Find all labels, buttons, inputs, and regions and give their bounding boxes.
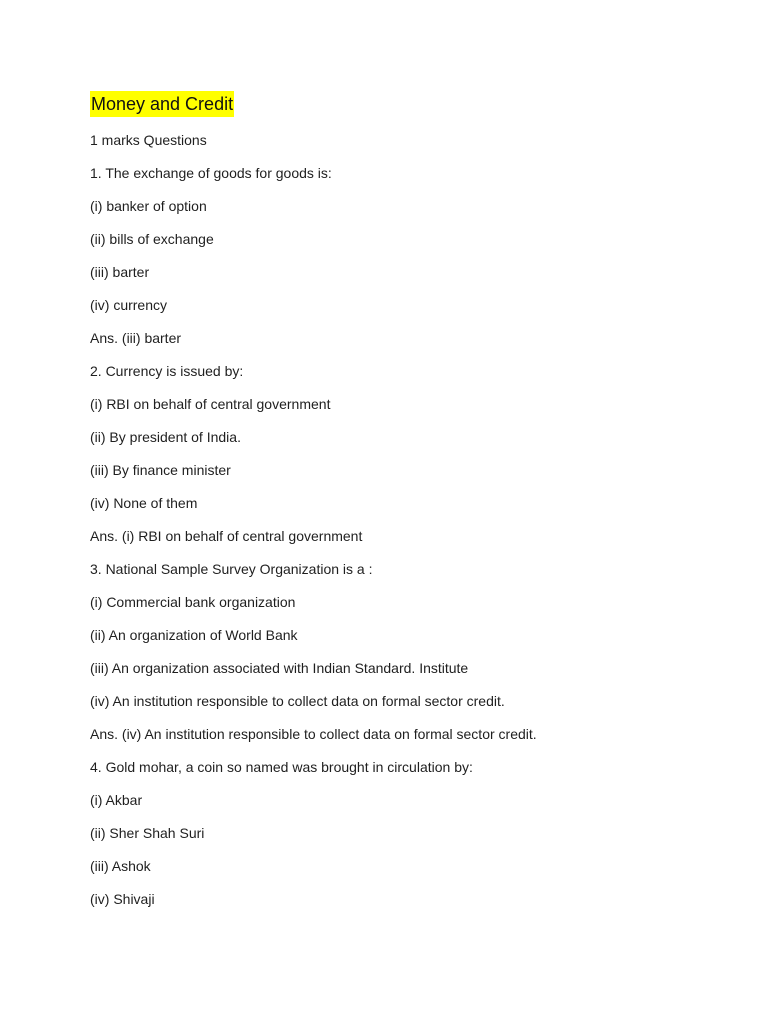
title-container: [90, 91, 234, 117]
option-2-iv: (iv) None of them: [90, 495, 198, 511]
option-2-iii: (iii) By finance minister: [90, 462, 231, 478]
option-2-i: (i) RBI on behalf of central government: [90, 396, 331, 412]
option-1-iv: (iv) currency: [90, 297, 168, 313]
option-1-ii: (ii) bills of exchange: [90, 231, 214, 247]
option-3-iv: (iv) An institution responsible to collect data on formal sector credit.: [90, 693, 505, 709]
question-3: 3. National Sample Survey Organization is a :: [90, 561, 373, 577]
answer-1: Ans. (iii) barter: [90, 330, 182, 346]
question-list: [90, 131, 730, 923]
option-1-i: (i) banker of option: [90, 198, 207, 214]
option-2-ii: (ii) By president of India.: [90, 429, 241, 445]
answer-3: Ans. (iv) An institution responsible to collect data on formal sector credit.: [90, 726, 537, 742]
question-2: 2. Currency is issued by:: [90, 363, 244, 379]
option-1-iii: (iii) barter: [90, 264, 150, 280]
option-4-iii: (iii) Ashok: [90, 858, 151, 874]
option-3-iii: (iii) An organization associated with Indian Standard. Institute: [90, 660, 469, 676]
option-3-ii: (ii) An organization of World Bank: [90, 627, 298, 643]
page-title: Money and Credit: [90, 91, 234, 117]
answer-2: Ans. (i) RBI on behalf of central government: [90, 528, 363, 544]
section-heading: 1 marks Questions: [90, 132, 207, 148]
question-4: 4. Gold mohar, a coin so named was brought in circulation by:: [90, 759, 473, 775]
option-4-i: (i) Akbar: [90, 792, 143, 808]
option-4-ii: (ii) Sher Shah Suri: [90, 825, 205, 841]
option-4-iv: (iv) Shivaji: [90, 891, 155, 907]
question-1: 1. The exchange of goods for goods is:: [90, 165, 332, 181]
option-3-i: (i) Commercial bank organization: [90, 594, 296, 610]
